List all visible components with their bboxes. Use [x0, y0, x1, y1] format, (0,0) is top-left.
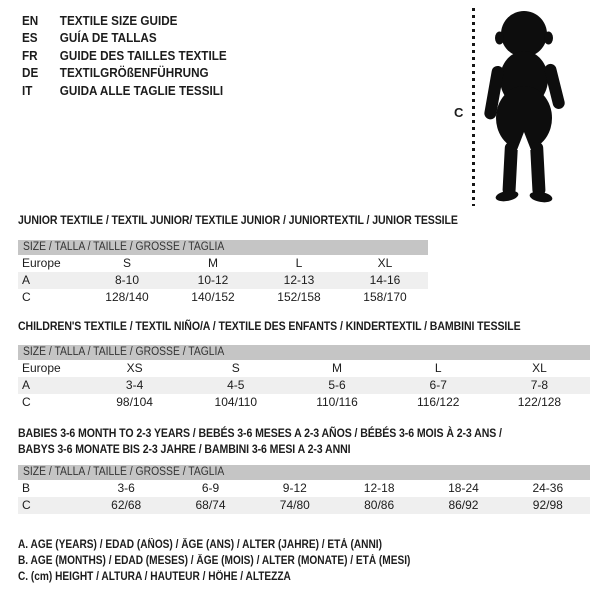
height-cell: 122/128	[517, 395, 562, 409]
language-row-de	[22, 64, 227, 81]
height-cell: 74/80	[279, 498, 310, 512]
height-cell: 158/170	[363, 290, 407, 304]
section-title-junior: JUNIOR TEXTILE / TEXTIL JUNIOR/ TEXTILE JUNIOR / JUNIORTEXTIL / JUNIOR TESSILE	[18, 213, 458, 227]
table-row-europe	[18, 360, 590, 377]
height-cell: 152/158	[277, 290, 321, 304]
height-cell: 62/68	[111, 498, 142, 512]
height-cell: 80/86	[364, 498, 395, 512]
row-label: A	[22, 378, 31, 392]
language-row-fr	[22, 47, 227, 64]
size-cell: M	[332, 361, 342, 375]
language-title: TEXTILE SIZE GUIDE	[59, 13, 178, 28]
language-code: EN	[22, 13, 39, 28]
table-row-height	[18, 394, 590, 411]
size-cell: XL	[377, 256, 393, 270]
size-header-label: SIZE / TALLA / TAILLE / GRÖSSE / TAGLIA	[23, 346, 225, 358]
legend-line-b: B. AGE (MONTHS) / EDAD (MESES) / ÂGE (MOIS) / ALTER (MONATE) / ETÀ (MESI)	[18, 555, 411, 567]
height-marker-label: C	[454, 105, 464, 120]
age-cell: 3-4	[125, 378, 144, 392]
row-label: Europe	[22, 361, 61, 375]
legend-line-c: C. (cm) HEIGHT / ALTURA / HAUTEUR / HÖHE / ALTEZZA	[18, 571, 291, 583]
age-cell: 12-13	[283, 273, 315, 287]
baby-silhouette-icon	[478, 6, 570, 206]
row-label: C	[22, 290, 31, 304]
language-row-es	[22, 29, 227, 46]
age-cell: 6-9	[201, 481, 220, 495]
size-header-label: SIZE / TALLA / TAILLE / GRÖSSE / TAGLIA	[23, 466, 225, 478]
language-row-it	[22, 82, 227, 99]
age-cell: 18-24	[448, 481, 479, 495]
age-cell: 9-12	[282, 481, 307, 495]
height-marker-line	[472, 8, 475, 206]
table-row-europe	[18, 255, 428, 272]
language-title: TEXTILGRÖßENFÜHRUNG	[59, 65, 209, 81]
size-header-bar	[18, 465, 590, 480]
table-row-age	[18, 377, 590, 394]
size-cell: M	[208, 256, 218, 270]
age-cell: 7-8	[530, 378, 549, 392]
age-cell: 3-6	[117, 481, 135, 495]
age-cell: 6-7	[429, 378, 447, 392]
size-header-label: SIZE / TALLA / TAILLE / GRÖSSE / TAGLIA	[23, 241, 225, 253]
language-title: GUÍA DE TALLAS	[59, 30, 157, 46]
language-title: GUIDE DES TAILLES TEXTILE	[59, 47, 227, 63]
language-row-en	[22, 12, 227, 29]
section-title-babies-line1: BABIES 3-6 MONTH TO 2-3 YEARS / BEBÉS 3-6 MESES A 2-3 AÑOS / BÉBÉS 3-6 MOIS À 2-3 ANS /	[18, 426, 502, 440]
age-cell: 5-6	[328, 378, 346, 392]
section-title-children: CHILDREN'S TEXTILE / TEXTIL NIÑO/A / TEXTILE DES ENFANTS / KINDERTEXTIL / BAMBINI TESSILE	[18, 319, 521, 333]
language-title-list	[22, 12, 227, 99]
legend	[18, 537, 464, 585]
table-row-age-months	[18, 480, 590, 497]
age-cell: 10-12	[197, 273, 229, 287]
row-label: Europe	[22, 256, 61, 270]
age-cell: 12-18	[363, 481, 395, 495]
language-title: GUIDA ALLE TAGLIE TESSILI	[59, 82, 224, 98]
height-cell: 86/92	[448, 498, 479, 512]
size-cell: L	[434, 361, 442, 375]
junior-size-table	[18, 240, 428, 306]
size-cell: S	[231, 361, 240, 375]
height-cell: 128/140	[105, 290, 149, 304]
age-cell: 4-5	[227, 378, 245, 392]
table-row-height	[18, 289, 428, 306]
height-cell: 110/116	[316, 395, 358, 409]
age-cell: 24-36	[532, 481, 564, 495]
language-code: DE	[22, 65, 39, 81]
size-cell: XL	[532, 361, 547, 375]
section-title-babies-line2: BABYS 3-6 MONATE BIS 2-3 JAHRE / BAMBINI 3-6 MESI A 2-3 ANNI	[18, 442, 351, 456]
size-header-bar	[18, 240, 428, 255]
height-cell: 104/110	[214, 395, 258, 409]
row-label: B	[22, 481, 31, 495]
row-label: C	[22, 395, 31, 409]
table-row-age	[18, 272, 428, 289]
height-cell: 68/74	[195, 498, 226, 512]
age-cell: 14-16	[369, 273, 401, 287]
age-cell: 8-10	[114, 273, 140, 287]
size-cell: S	[122, 256, 131, 270]
size-header-bar	[18, 345, 590, 360]
size-cell: XS	[126, 361, 143, 375]
babies-size-table	[18, 465, 590, 514]
size-cell: L	[295, 256, 303, 270]
language-code: IT	[22, 82, 33, 98]
height-cell: 116/122	[416, 395, 460, 409]
row-label: A	[22, 273, 31, 287]
height-cell: 140/152	[191, 290, 235, 304]
height-cell: 92/98	[532, 498, 563, 512]
children-size-table	[18, 345, 590, 411]
legend-line-a: A. AGE (YEARS) / EDAD (AÑOS) / ÂGE (ANS) / ALTER (JAHRE) / ETÀ (ANNI)	[18, 539, 382, 551]
table-row-height	[18, 497, 590, 514]
language-code: FR	[22, 47, 38, 63]
height-cell: 98/104	[116, 395, 153, 409]
language-code: ES	[22, 30, 38, 46]
row-label: C	[22, 498, 31, 512]
